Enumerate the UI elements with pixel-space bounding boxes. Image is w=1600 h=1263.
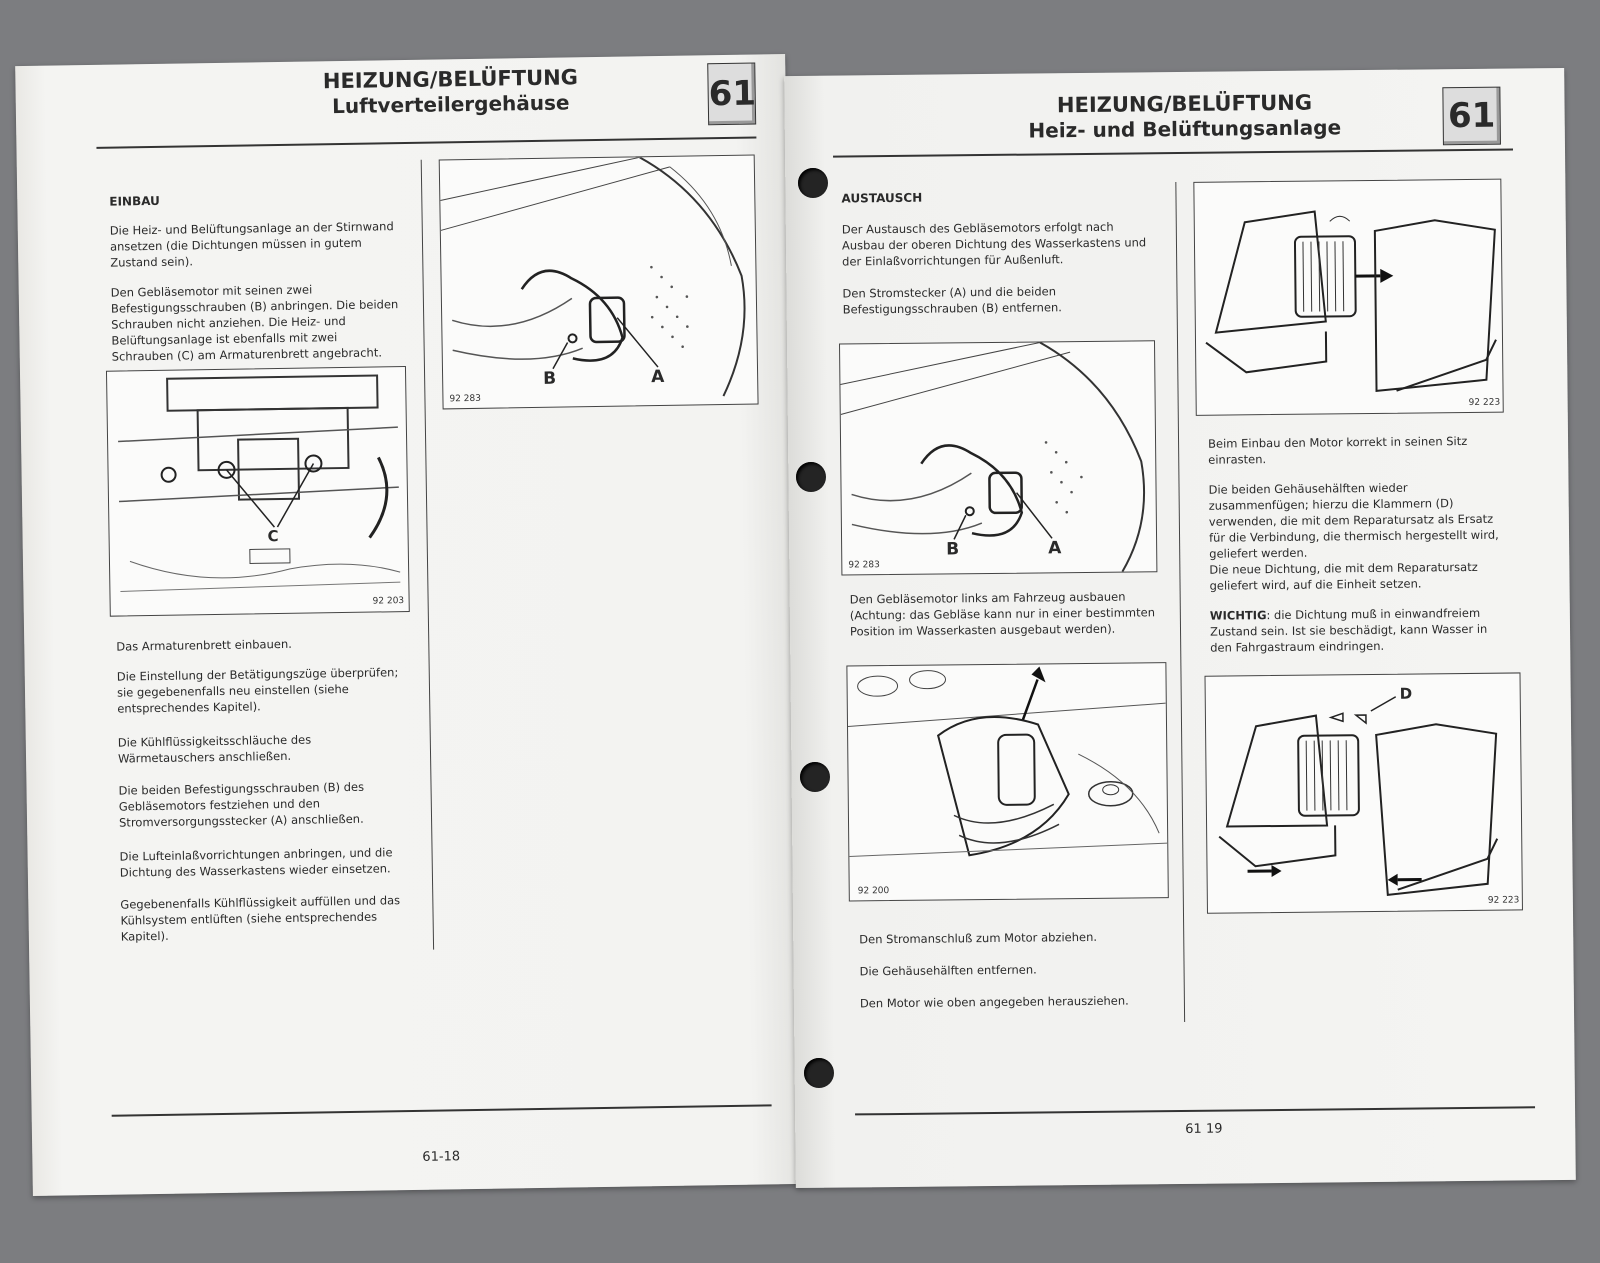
left-page	[15, 54, 803, 1196]
right-paragraph-6: Den Motor wie oben angegeben herausziehen.	[859, 993, 1129, 1011]
figure-blower-connector-left	[439, 155, 759, 410]
right-paragraph-9: Die neue Dichtung, die mit dem Reparatursatz geliefert wird, auf die Einheit setzen.	[1209, 559, 1478, 593]
left-header-rule	[96, 136, 756, 148]
left-paragraph-3: Das Armaturenbrett einbauen.	[116, 636, 292, 654]
left-column-divider	[421, 160, 434, 950]
figure-label-b: B	[946, 539, 960, 560]
right-paragraph-4: Den Stromanschluß zum Motor abziehen.	[859, 929, 1098, 947]
left-paragraph-2: Den Gebläsemotor mit seinen zwei Befestigungsschrauben (B) anbringen. Die beiden Schrauben nicht anziehen. Die Heiz- und Belüftungsanlage ist ebenfalls mit zwei Schrauben (C) am Armaturenbrett angebracht.	[110, 282, 399, 364]
left-footer-rule	[112, 1104, 772, 1116]
important-label: WICHTIG	[1209, 608, 1267, 623]
engine-bay-drawing-right	[840, 341, 1156, 574]
figure-number-92200: 92 200	[857, 886, 890, 897]
right-paragraph-8: Die beiden Gehäusehälften wieder zusammenfügen; hierzu die Klammern (D) verwenden, die mit dem Reparatursatz als Ersatz für die Verbindung, die thermisch hergestellt wird, geliefert werden.	[1208, 480, 1499, 561]
right-title-sub: Heiz- und Belüftungsanlage	[1028, 115, 1342, 143]
right-paragraph-2: Den Stromstecker (A) und die beiden Befestigungsschrauben (B) entfernen.	[842, 284, 1063, 317]
right-section-heading: AUSTAUSCH	[841, 190, 923, 206]
blower-housing-drawing	[1194, 180, 1502, 415]
figure-number-92283: 92 283	[449, 393, 482, 405]
right-page	[784, 68, 1576, 1188]
binder-hole	[796, 462, 826, 492]
heater-mount-drawing	[107, 367, 409, 616]
right-title-main: HEIZUNG/BELÜFTUNG	[1056, 90, 1313, 118]
left-paragraph-5: Die Kühlflüssigkeitsschläuche des Wärmetauschers anschließen.	[117, 732, 312, 766]
right-paragraph-10	[1210, 605, 1510, 656]
right-page-title	[1004, 90, 1364, 143]
figure-label-a: A	[650, 366, 665, 388]
figure-number-92283: 92 283	[848, 560, 880, 571]
binder-hole	[800, 762, 830, 792]
left-chapter-badge: 61	[707, 62, 756, 125]
left-title-sub: Luftverteilergehäuse	[331, 90, 570, 119]
figure-label-c: C	[267, 527, 279, 546]
left-paragraph-1: Die Heiz- und Belüftungsanlage an der Stirnwand ansetzen (die Dichtungen müssen in gutem Zustand sein).	[109, 219, 394, 270]
left-section-heading: EINBAU	[109, 193, 160, 209]
figure-number-92223-bottom: 92 223	[1487, 895, 1520, 906]
left-paragraph-8: Gegebenenfalls Kühlflüssigkeit auffüllen und das Kühlsystem entlüften (siehe entsprechendes Kapitel).	[120, 893, 401, 944]
right-page-number: 61 19	[1185, 1121, 1223, 1137]
figure-number-92223-top: 92 223	[1468, 397, 1501, 408]
right-footer-rule	[855, 1106, 1535, 1115]
figure-label-d: D	[1399, 684, 1413, 703]
left-page-number: 61-18	[422, 1149, 461, 1165]
blower-removal-drawing	[847, 663, 1167, 900]
left-page-title	[265, 64, 636, 119]
binder-hole	[804, 1058, 834, 1088]
right-column-divider	[1175, 182, 1185, 1022]
left-title-main: HEIZUNG/BELÜFTUNG	[322, 65, 579, 94]
figure-blower-removal	[846, 662, 1168, 901]
right-chapter-badge: 61	[1442, 87, 1501, 146]
left-paragraph-7: Die Lufteinlaßvorrichtungen anbringen, und die Dichtung des Wasserkastens wieder einsetzen.	[119, 845, 393, 880]
figure-label-a: A	[1048, 538, 1062, 559]
figure-number-92203: 92 203	[372, 596, 405, 607]
right-paragraph-5: Die Gehäusehälften entfernen.	[859, 962, 1037, 979]
figure-blower-clips-d	[1205, 672, 1523, 913]
figure-blower-connector-right	[839, 340, 1157, 575]
important-text: : die Dichtung muß in einwandfreiem Zustand sein. Ist sie beschädigt, kann Wasser in den Fahrgastraum eindringen.	[1209, 605, 1488, 655]
right-paragraph-7: Beim Einbau den Motor korrekt in seinen Sitz einrasten.	[1207, 433, 1468, 467]
left-paragraph-4: Die Einstellung der Betätigungszüge überprüfen; sie gegebenenfalls neu einstellen (siehe entsprechendes Kapitel).	[116, 665, 399, 716]
binder-hole	[798, 168, 828, 198]
right-paragraph-1: Der Austausch des Gebläsemotors erfolgt nach Ausbau der oberen Dichtung des Wasserkastens und der Einlaßvorrichtungen für Außenluft.	[841, 219, 1147, 269]
figure-label-b: B	[542, 368, 557, 389]
blower-clips-drawing	[1206, 673, 1522, 912]
left-paragraph-6: Die beiden Befestigungsschrauben (B) des Gebläsemotors festziehen und den Stromversorgungsstecker (A) anschließen.	[118, 779, 365, 830]
figure-blower-housing	[1193, 179, 1503, 416]
figure-heater-screws-c	[106, 366, 410, 617]
right-paragraph-3: Den Gebläsemotor links am Fahrzeug ausbauen (Achtung: das Gebläse kann nur in einer bestimmten Position im Wasserkasten ausgebaut werden).	[849, 589, 1156, 639]
right-header-rule	[833, 148, 1513, 157]
engine-bay-drawing-left	[440, 156, 758, 409]
